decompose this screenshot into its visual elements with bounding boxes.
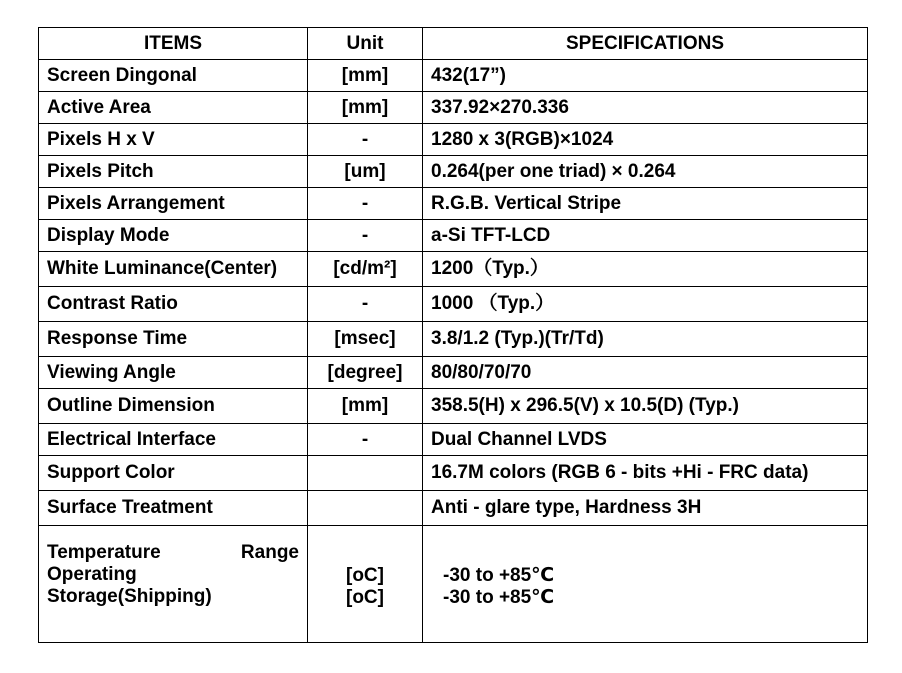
table-row	[39, 156, 868, 188]
unit-cell	[308, 456, 423, 491]
item-cell: Pixels Arrangement	[39, 188, 308, 220]
temperature-row	[39, 526, 868, 643]
spec-cell: Anti - glare type, Hardness 3H	[423, 491, 868, 526]
table-row	[39, 124, 868, 156]
unit-cell: -	[308, 287, 423, 322]
temperature-spec-cell	[423, 526, 868, 643]
header-unit: Unit	[308, 28, 423, 60]
item-cell: Contrast Ratio	[39, 287, 308, 322]
item-cell: Support Color	[39, 456, 308, 491]
item-cell: Screen Dingonal	[39, 60, 308, 92]
spec-cell: 3.8/1.2 (Typ.)(Tr/Td)	[423, 322, 868, 357]
table-row	[39, 287, 868, 322]
temperature-item-cell	[39, 526, 308, 643]
spec-cell: 337.92×270.336	[423, 92, 868, 124]
range-label: Range	[240, 542, 299, 563]
operating-spec: -30 to +85℃	[443, 565, 555, 586]
table-row	[39, 252, 868, 287]
item-cell: Electrical Interface	[39, 424, 308, 456]
spec-cell: a-Si TFT-LCD	[423, 220, 868, 252]
header-row	[39, 28, 868, 60]
table-row	[39, 357, 868, 389]
storage-unit: [oC]	[346, 587, 384, 608]
spec-cell: Dual Channel LVDS	[423, 424, 868, 456]
table-row	[39, 424, 868, 456]
unit-cell: [cd/m²]	[308, 252, 423, 287]
unit-cell: [mm]	[308, 389, 423, 424]
spec-cell: 358.5(H) x 296.5(V) x 10.5(D) (Typ.)	[423, 389, 868, 424]
specifications-table	[38, 27, 868, 643]
item-cell: Response Time	[39, 322, 308, 357]
spec-cell: 432(17”)	[423, 60, 868, 92]
unit-cell: [mm]	[308, 60, 423, 92]
item-cell: Active Area	[39, 92, 308, 124]
spec-cell: 80/80/70/70	[423, 357, 868, 389]
operating-label: Operating	[47, 564, 137, 585]
table-row	[39, 220, 868, 252]
spec-cell: 16.7M colors (RGB 6 - bits +Hi - FRC data)	[423, 456, 868, 491]
unit-cell: -	[308, 424, 423, 456]
spec-cell: 1280 x 3(RGB)×1024	[423, 124, 868, 156]
table-row	[39, 92, 868, 124]
spec-cell: 0.264(per one triad) × 0.264	[423, 156, 868, 188]
header-items: ITEMS	[39, 28, 308, 60]
storage-label: Storage(Shipping)	[47, 586, 212, 607]
operating-unit: [oC]	[346, 565, 384, 586]
table-row	[39, 456, 868, 491]
temperature-label: Temperature	[47, 542, 161, 563]
table-row	[39, 188, 868, 220]
temperature-heading	[47, 542, 299, 564]
item-cell: Display Mode	[39, 220, 308, 252]
item-cell: Pixels H x V	[39, 124, 308, 156]
header-specifications: SPECIFICATIONS	[423, 28, 868, 60]
table-row	[39, 389, 868, 424]
item-cell: White Luminance(Center)	[39, 252, 308, 287]
unit-cell	[308, 491, 423, 526]
unit-cell: [degree]	[308, 357, 423, 389]
spec-cell: 1200（Typ.）	[423, 252, 868, 287]
unit-cell: [msec]	[308, 322, 423, 357]
item-cell: Outline Dimension	[39, 389, 308, 424]
item-cell: Pixels Pitch	[39, 156, 308, 188]
spec-cell: R.G.B. Vertical Stripe	[423, 188, 868, 220]
item-cell: Surface Treatment	[39, 491, 308, 526]
unit-cell: -	[308, 188, 423, 220]
spec-cell: 1000 （Typ.）	[423, 287, 868, 322]
temperature-unit-cell	[308, 526, 423, 643]
unit-cell: -	[308, 124, 423, 156]
table-row	[39, 322, 868, 357]
table-row	[39, 60, 868, 92]
table-row	[39, 491, 868, 526]
storage-spec: -30 to +85℃	[443, 587, 555, 608]
unit-cell: [mm]	[308, 92, 423, 124]
unit-cell: [um]	[308, 156, 423, 188]
unit-cell: -	[308, 220, 423, 252]
item-cell: Viewing Angle	[39, 357, 308, 389]
